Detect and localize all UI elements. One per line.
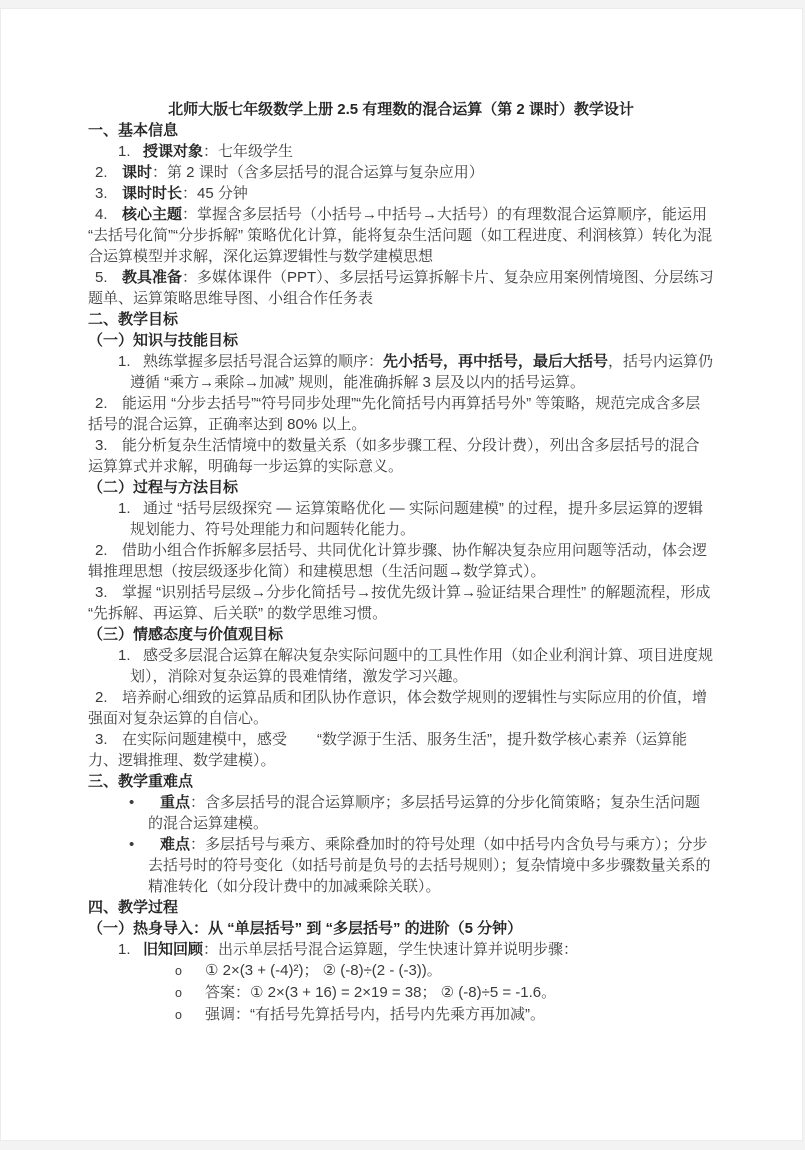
bullet-icon: • bbox=[129, 836, 135, 853]
list-marker: 3. bbox=[95, 185, 108, 202]
circle-bullet-icon: o bbox=[175, 1008, 182, 1022]
item-knowledge-goal-2 bbox=[88, 393, 714, 435]
text-run: ：第 2 课时（含多层括号的混合运算与复杂应用） bbox=[152, 164, 484, 181]
item-emotion-goal-1 bbox=[88, 645, 714, 687]
text-run: ：多层括号与乘方、乘除叠加时的符号处理（如中括号内含负号与乘方）；分步去括号时的符号变化（如括号前是负号的去括号规则）；复杂情境中多步骤数量关系的精准转化（如分段计费中的加减乘除关联）。 bbox=[148, 836, 711, 895]
text-run: 答案：① 2×(3 + 16) = 2×19 = 38； ② (-8)÷5 = -1.6。 bbox=[205, 984, 557, 1001]
list-marker: 1. bbox=[118, 353, 131, 370]
heading-key-difficult-points: 三、教学重难点 bbox=[88, 773, 194, 790]
item-process-goal-1 bbox=[88, 498, 714, 540]
sub-item-answers bbox=[88, 982, 714, 1004]
item-emotion-goal-3 bbox=[88, 729, 714, 771]
text-run: 教具准备 bbox=[122, 269, 183, 286]
text-run: 感受多层混合运算在解决复杂实际问题中的工具性作用（如企业利润计算、项目进度规划），消除对复杂运算的畏难情绪，激发学习兴趣。 bbox=[130, 647, 714, 685]
item-teaching-aids bbox=[88, 267, 714, 309]
text-run: 借助小组合作拆解多层括号、共同优化计算步骤、协作解决复杂应用问题等活动，体会逻辑推理思想（按层级逐步化简）和建模思想（生活问题→数学算式）。 bbox=[88, 542, 708, 580]
text-run: ：出示单层括号混合运算题，学生快速计算并说明步骤： bbox=[203, 941, 579, 958]
list-marker: 2. bbox=[95, 689, 108, 706]
heading-warmup-intro: （一）热身导入：从 “单层括号” 到 “多层括号” 的进阶（5 分钟） bbox=[88, 920, 523, 937]
text-run: 能分析复杂生活情境中的数量关系（如多步骤工程、分段计费），列出含多层括号的混合运算算式并求解，明确每一步运算的实际意义。 bbox=[88, 437, 700, 475]
text-run: ：多媒体课件（PPT）、多层括号运算拆解卡片、复杂应用案例情境图、分层练习题单、运算策略思维导图、小组合作任务表 bbox=[88, 269, 714, 307]
heading-teaching-process: 四、教学过程 bbox=[88, 899, 179, 916]
heading-emotion-value-goals: （三）情感态度与价值观目标 bbox=[88, 626, 284, 643]
text-run: 课时 bbox=[122, 164, 153, 181]
text-run: 重点 bbox=[160, 794, 191, 811]
text-run: ：掌握含多层括号（小括号→中括号→大括号）的有理数混合运算顺序，能运用 “去括号化简”“分步拆解” 策略优化计算，能将复杂生活问题（如工程进度、利润核算）转化为混合运算模型并求解，深化运算逻辑性与数学建模思想 bbox=[88, 206, 713, 265]
item-core-theme bbox=[88, 204, 714, 267]
item-audience bbox=[88, 141, 714, 162]
list-marker: 2. bbox=[95, 164, 108, 181]
list-marker: 1. bbox=[118, 647, 131, 664]
item-knowledge-goal-3 bbox=[88, 435, 714, 477]
text-run: 培养耐心细致的运算品质和团队协作意识，体会数学规则的逻辑性与实际应用的价值，增强面对复杂运算的自信心。 bbox=[88, 689, 708, 727]
list-marker: 1. bbox=[118, 500, 131, 517]
list-marker: 1. bbox=[118, 143, 131, 160]
item-class-hours bbox=[88, 162, 714, 183]
item-review bbox=[88, 939, 714, 960]
document-page bbox=[0, 8, 803, 1141]
text-run: 熟练掌握多层括号混合运算的顺序： bbox=[143, 353, 384, 370]
text-run: 通过 “括号层级探究 — 运算策略优化 — 实际问题建模” 的过程，提升多层运算的逻辑规划能力、符号处理能力和问题转化能力。 bbox=[130, 500, 703, 538]
bullet-key-point bbox=[88, 792, 714, 834]
circle-bullet-icon: o bbox=[175, 964, 182, 978]
circle-bullet-icon: o bbox=[175, 986, 182, 1000]
list-marker: 2. bbox=[95, 395, 108, 412]
list-marker: 1. bbox=[118, 941, 131, 958]
text-run: 在实际问题建模中，感受 “数学源于生活、服务生活”，提升数学核心素养（运算能力、逻辑推理、数学建模）。 bbox=[88, 731, 687, 769]
bullet-icon: • bbox=[129, 794, 135, 811]
text-run: ，括号内运算仍遵循 “乘方→乘除→加减” 规则，能准确拆解 3 层及以内的括号运算。 bbox=[130, 353, 714, 391]
list-marker: 3. bbox=[95, 584, 108, 601]
heading-teaching-goals: 二、教学目标 bbox=[88, 311, 179, 328]
item-duration bbox=[88, 183, 714, 204]
text-run: ：含多层括号的混合运算顺序；多层括号运算的分步化简策略；复杂生活问题的混合运算建模。 bbox=[148, 794, 701, 832]
item-emotion-goal-2 bbox=[88, 687, 714, 729]
document-title: 北师大版七年级数学上册 2.5 有理数的混合运算（第 2 课时）教学设计 bbox=[168, 101, 634, 118]
bullet-difficult-point bbox=[88, 834, 714, 897]
text-run: 掌握 “识别括号层级→分步化简括号→按优先级计算→验证结果合理性” 的解题流程，形成 “先拆解、再运算、后关联” 的数学思维习惯。 bbox=[88, 584, 711, 622]
list-marker: 2. bbox=[95, 542, 108, 559]
text-run: 课时时长 bbox=[122, 185, 183, 202]
item-process-goal-3 bbox=[88, 582, 714, 624]
heading-knowledge-skill-goals: （一）知识与技能目标 bbox=[88, 332, 239, 349]
text-run: 先小括号，再中括号，最后大括号 bbox=[383, 353, 609, 370]
item-knowledge-goal-1 bbox=[88, 351, 714, 393]
sub-item-emphasis bbox=[88, 1004, 714, 1026]
text-run: ① 2×(3 + (-4)²)； ② (-8)÷(2 - (-3))。 bbox=[205, 962, 442, 979]
sub-item-questions bbox=[88, 960, 714, 982]
text-run: 旧知回顾 bbox=[143, 941, 204, 958]
text-run: 难点 bbox=[160, 836, 191, 853]
list-marker: 5. bbox=[95, 269, 108, 286]
text-run: ：45 分钟 bbox=[182, 185, 248, 202]
list-marker: 3. bbox=[95, 437, 108, 454]
text-run: 能运用 “分步去括号”“符号同步处理”“先化简括号内再算括号外” 等策略，规范完成含多层括号的混合运算，正确率达到 80% 以上。 bbox=[88, 395, 701, 433]
list-marker: 4. bbox=[95, 206, 108, 223]
text-run: ：七年级学生 bbox=[203, 143, 294, 160]
heading-basic-info: 一、基本信息 bbox=[88, 122, 179, 139]
text-run: 核心主题 bbox=[122, 206, 183, 223]
list-marker: 3. bbox=[95, 731, 108, 748]
text-run: 授课对象 bbox=[143, 143, 204, 160]
item-process-goal-2 bbox=[88, 540, 714, 582]
heading-process-method-goals: （二）过程与方法目标 bbox=[88, 479, 239, 496]
document-content bbox=[1, 9, 802, 1026]
text-run: 强调：“有括号先算括号内，括号内先乘方再加减”。 bbox=[205, 1006, 545, 1023]
